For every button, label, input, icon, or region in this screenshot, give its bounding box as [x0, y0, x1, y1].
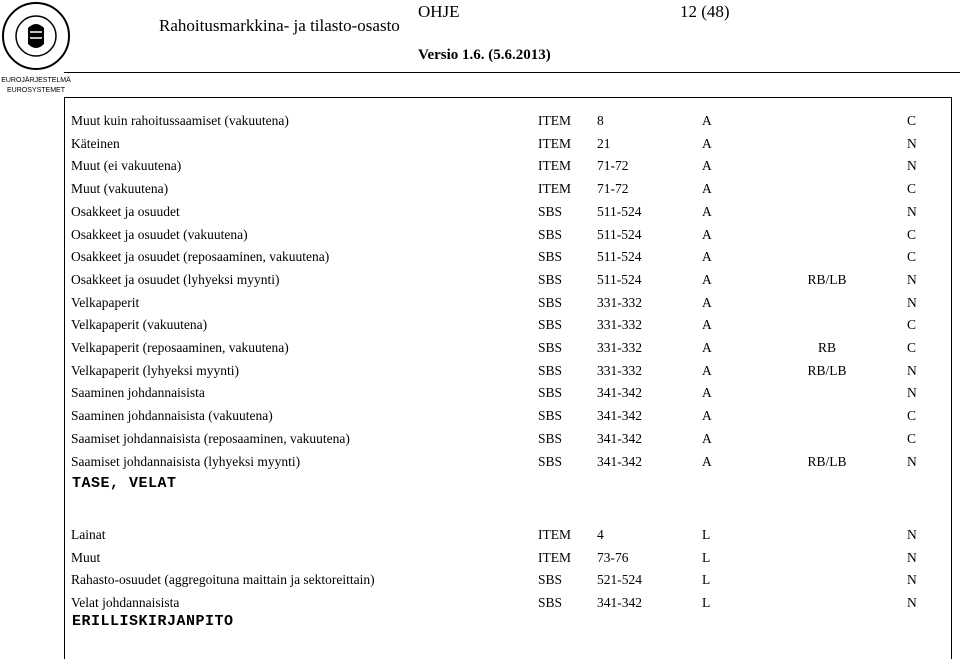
collateral-flag: N: [907, 453, 917, 469]
table-row: [71, 292, 951, 314]
side: A: [702, 158, 712, 174]
side: A: [702, 249, 712, 265]
collateral-flag: N: [907, 572, 917, 587]
item-label: Muut (vakuutena): [71, 181, 169, 197]
item-label: Osakkeet ja osuudet (vakuutena): [71, 226, 248, 242]
collateral-flag: N: [907, 135, 917, 151]
item-label: Saamiset johdannaisista (reposaaminen, vakuutena): [71, 430, 350, 446]
table-row: [71, 592, 951, 614]
item-code: 341-342: [597, 430, 642, 446]
table-row: [71, 428, 951, 450]
collateral-flag: C: [907, 430, 917, 446]
item-label: Saamiset johdannaisista (lyhyeksi myynti): [71, 453, 301, 469]
table-row: [71, 133, 951, 155]
table-row: [71, 547, 951, 569]
table-code: SBS: [538, 249, 563, 265]
item-label: Velkapaperit (vakuutena): [71, 317, 208, 333]
side: A: [702, 430, 712, 446]
table-row: [71, 405, 951, 427]
bank-logo: [0, 0, 72, 98]
side: A: [702, 453, 712, 469]
table-code: SBS: [538, 594, 563, 610]
item-code: 511-524: [597, 203, 642, 219]
table-row: [71, 178, 951, 200]
table-code: SBS: [538, 317, 563, 333]
table-code: SBS: [538, 362, 563, 378]
table-row: [71, 337, 951, 359]
collateral-flag: N: [907, 527, 917, 542]
item-label: Osakkeet ja osuudet: [71, 203, 180, 219]
table-row: [71, 110, 951, 132]
item-label: Lainat: [71, 527, 106, 542]
side: A: [702, 113, 712, 128]
item-code: 341-342: [597, 385, 642, 401]
table-code: ITEM: [538, 549, 571, 565]
department-name: Rahoitusmarkkina- ja tilasto-osasto: [159, 16, 400, 35]
item-code: 331-332: [597, 340, 642, 355]
side: L: [702, 527, 711, 542]
collateral-flag: N: [907, 158, 917, 174]
item-code: 8: [597, 113, 604, 128]
table-code: SBS: [538, 203, 563, 219]
page-number: 12 (48): [680, 2, 730, 21]
table-row: [71, 224, 951, 246]
section-heading-liabilities: TASE, VELAT: [72, 475, 177, 492]
header-divider: [64, 72, 960, 73]
item-code: 341-342: [597, 453, 642, 469]
item-label: Velkapaperit: [71, 294, 140, 310]
table-code: SBS: [538, 294, 563, 310]
table-row: [71, 155, 951, 177]
item-code: 511-524: [597, 249, 642, 265]
table-code: ITEM: [538, 135, 571, 151]
item-label: Muut kuin rahoitussaamiset (vakuutena): [71, 113, 289, 128]
logo-caption-eurojarjestelma: EUROJÄRJESTELMÄ: [1, 77, 71, 84]
collateral-flag: N: [907, 362, 917, 378]
item-label: Saaminen johdannaisista (vakuutena): [71, 408, 273, 424]
item-code: 341-342: [597, 594, 642, 610]
table-code: SBS: [538, 271, 563, 287]
section-heading-memo: ERILLISKIRJANPITO: [72, 613, 234, 630]
side: A: [702, 181, 712, 197]
side: L: [702, 594, 711, 610]
item-code: 331-332: [597, 294, 642, 310]
collateral-flag: N: [907, 294, 917, 310]
side: A: [702, 271, 712, 287]
table-row: [71, 360, 951, 382]
item-code: 331-332: [597, 317, 642, 333]
side: L: [702, 549, 711, 565]
item-label: Velat johdannaisista: [71, 594, 180, 610]
table-code: ITEM: [538, 527, 571, 542]
table-row: [71, 524, 951, 546]
side: A: [702, 294, 712, 310]
repo-flag: RB: [817, 340, 836, 355]
collateral-flag: N: [907, 271, 917, 287]
item-code: 4: [597, 527, 604, 542]
side: L: [702, 572, 711, 587]
repo-flag: RB/LB: [807, 271, 847, 287]
table-row: [71, 246, 951, 268]
item-label: Velkapaperit (lyhyeksi myynti): [71, 362, 239, 378]
side: A: [702, 135, 712, 151]
document-version: Versio 1.6. (5.6.2013): [418, 47, 551, 63]
table-code: SBS: [538, 408, 563, 424]
collateral-flag: C: [907, 408, 917, 424]
item-label: Osakkeet ja osuudet (reposaaminen, vakuutena): [71, 249, 330, 265]
collateral-flag: C: [907, 249, 917, 265]
item-label: Käteinen: [71, 135, 120, 151]
item-label: Muut (ei vakuutena): [71, 158, 182, 174]
table-code: ITEM: [538, 113, 571, 128]
table-row: [71, 269, 951, 291]
table-row: [71, 314, 951, 336]
collateral-flag: C: [907, 317, 917, 333]
collateral-flag: C: [907, 181, 917, 197]
table-row: [71, 201, 951, 223]
side: A: [702, 362, 712, 378]
item-label: Rahasto-osuudet (aggregoituna maittain ja sektoreittain): [71, 572, 375, 587]
item-label: Osakkeet ja osuudet (lyhyeksi myynti): [71, 271, 280, 287]
table-code: SBS: [538, 385, 563, 401]
item-label: Velkapaperit (reposaaminen, vakuutena): [71, 340, 289, 355]
side: A: [702, 226, 712, 242]
table-code: SBS: [538, 226, 563, 242]
item-label: Muut: [71, 549, 101, 565]
side: A: [702, 340, 712, 355]
collateral-flag: N: [907, 549, 917, 565]
table-row: [71, 451, 951, 473]
item-code: 331-332: [597, 362, 642, 378]
collateral-flag: N: [907, 385, 917, 401]
logo-caption-eurosystemet: EUROSYSTEMET: [7, 87, 65, 94]
item-code: 71-72: [597, 181, 629, 197]
item-code: 511-524: [597, 226, 642, 242]
collateral-flag: C: [907, 340, 917, 355]
collateral-flag: C: [907, 113, 917, 128]
table-code: SBS: [538, 340, 563, 355]
side: A: [702, 408, 712, 424]
side: A: [702, 317, 712, 333]
repo-flag: RB/LB: [807, 362, 847, 378]
side: A: [702, 203, 712, 219]
collateral-flag: N: [907, 203, 917, 219]
table-code: SBS: [538, 572, 563, 587]
item-code: 511-524: [597, 271, 642, 287]
repo-flag: RB/LB: [807, 453, 847, 469]
table-row: [71, 382, 951, 404]
table-code: ITEM: [538, 158, 571, 174]
collateral-flag: N: [907, 594, 917, 610]
item-label: Saaminen johdannaisista: [71, 385, 205, 401]
item-code: 73-76: [597, 549, 629, 565]
item-code: 341-342: [597, 408, 642, 424]
item-code: 521-524: [597, 572, 642, 587]
table-code: SBS: [538, 453, 563, 469]
item-code: 71-72: [597, 158, 629, 174]
table-code: ITEM: [538, 181, 571, 197]
table-row: [71, 569, 951, 591]
bank-seal-icon: [0, 0, 72, 98]
collateral-flag: C: [907, 226, 917, 242]
side: A: [702, 385, 712, 401]
item-code: 21: [597, 135, 611, 151]
table-code: SBS: [538, 430, 563, 446]
document-type: OHJE: [418, 2, 460, 21]
